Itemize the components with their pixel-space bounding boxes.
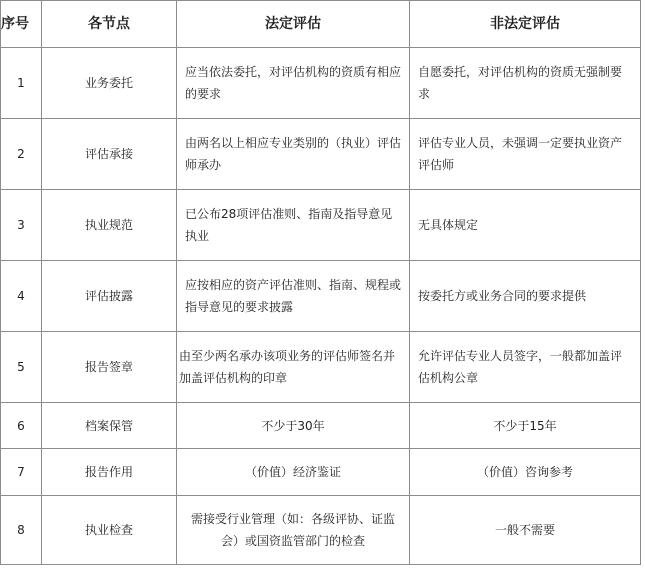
- row-number: 2: [1, 119, 42, 190]
- table-row: [1, 449, 641, 496]
- table-row: [1, 332, 641, 403]
- row-number: 6: [1, 403, 42, 449]
- row-node: 报告签章: [42, 332, 177, 403]
- row-legal: （价值）经济鉴证: [177, 449, 410, 496]
- row-node: 执业规范: [42, 190, 177, 261]
- header-nonlegal: 非法定评估: [410, 1, 641, 48]
- row-legal: 不少于30年: [177, 403, 410, 449]
- row-number: 7: [1, 449, 42, 496]
- table-header-row: [1, 1, 641, 48]
- row-nonlegal: 评估专业人员，未强调一定要执业资产评估师: [410, 119, 641, 190]
- row-node: 评估承接: [42, 119, 177, 190]
- row-nonlegal: 无具体规定: [410, 190, 641, 261]
- row-nonlegal: 允许评估专业人员签字，一般都加盖评估机构公章: [410, 332, 641, 403]
- row-number: 3: [1, 190, 42, 261]
- row-legal: 由至少两名承办该项业务的评估师签名并加盖评估机构的印章: [177, 332, 410, 403]
- row-node: 业务委托: [42, 48, 177, 119]
- row-nonlegal: 一般不需要: [410, 496, 641, 565]
- row-nonlegal: 自愿委托，对评估机构的资质无强制要求: [410, 48, 641, 119]
- header-legal: 法定评估: [177, 1, 410, 48]
- row-number: 8: [1, 496, 42, 565]
- table-row: [1, 48, 641, 119]
- row-node: 评估披露: [42, 261, 177, 332]
- table-row: [1, 190, 641, 261]
- row-nonlegal: 不少于15年: [410, 403, 641, 449]
- header-no: 序号: [1, 1, 42, 48]
- table-row: [1, 119, 641, 190]
- row-legal: 已公布28项评估准则、指南及指导意见执业: [177, 190, 410, 261]
- row-node: 档案保管: [42, 403, 177, 449]
- table-row: [1, 496, 641, 565]
- row-nonlegal: （价值）咨询参考: [410, 449, 641, 496]
- row-number: 5: [1, 332, 42, 403]
- row-node: 报告作用: [42, 449, 177, 496]
- row-number: 1: [1, 48, 42, 119]
- row-legal: 需接受行业管理（如：各级评协、证监会）或国资监管部门的检查: [177, 496, 410, 565]
- row-nonlegal: 按委托方或业务合同的要求提供: [410, 261, 641, 332]
- header-node: 各节点: [42, 1, 177, 48]
- row-number: 4: [1, 261, 42, 332]
- row-legal: 应当依法委托，对评估机构的资质有相应的要求: [177, 48, 410, 119]
- row-node: 执业检查: [42, 496, 177, 565]
- table-row: [1, 261, 641, 332]
- row-legal: 应按相应的资产评估准则、指南、规程或指导意见的要求披露: [177, 261, 410, 332]
- row-legal: 由两名以上相应专业类别的（执业）评估师承办: [177, 119, 410, 190]
- table-row: [1, 403, 641, 449]
